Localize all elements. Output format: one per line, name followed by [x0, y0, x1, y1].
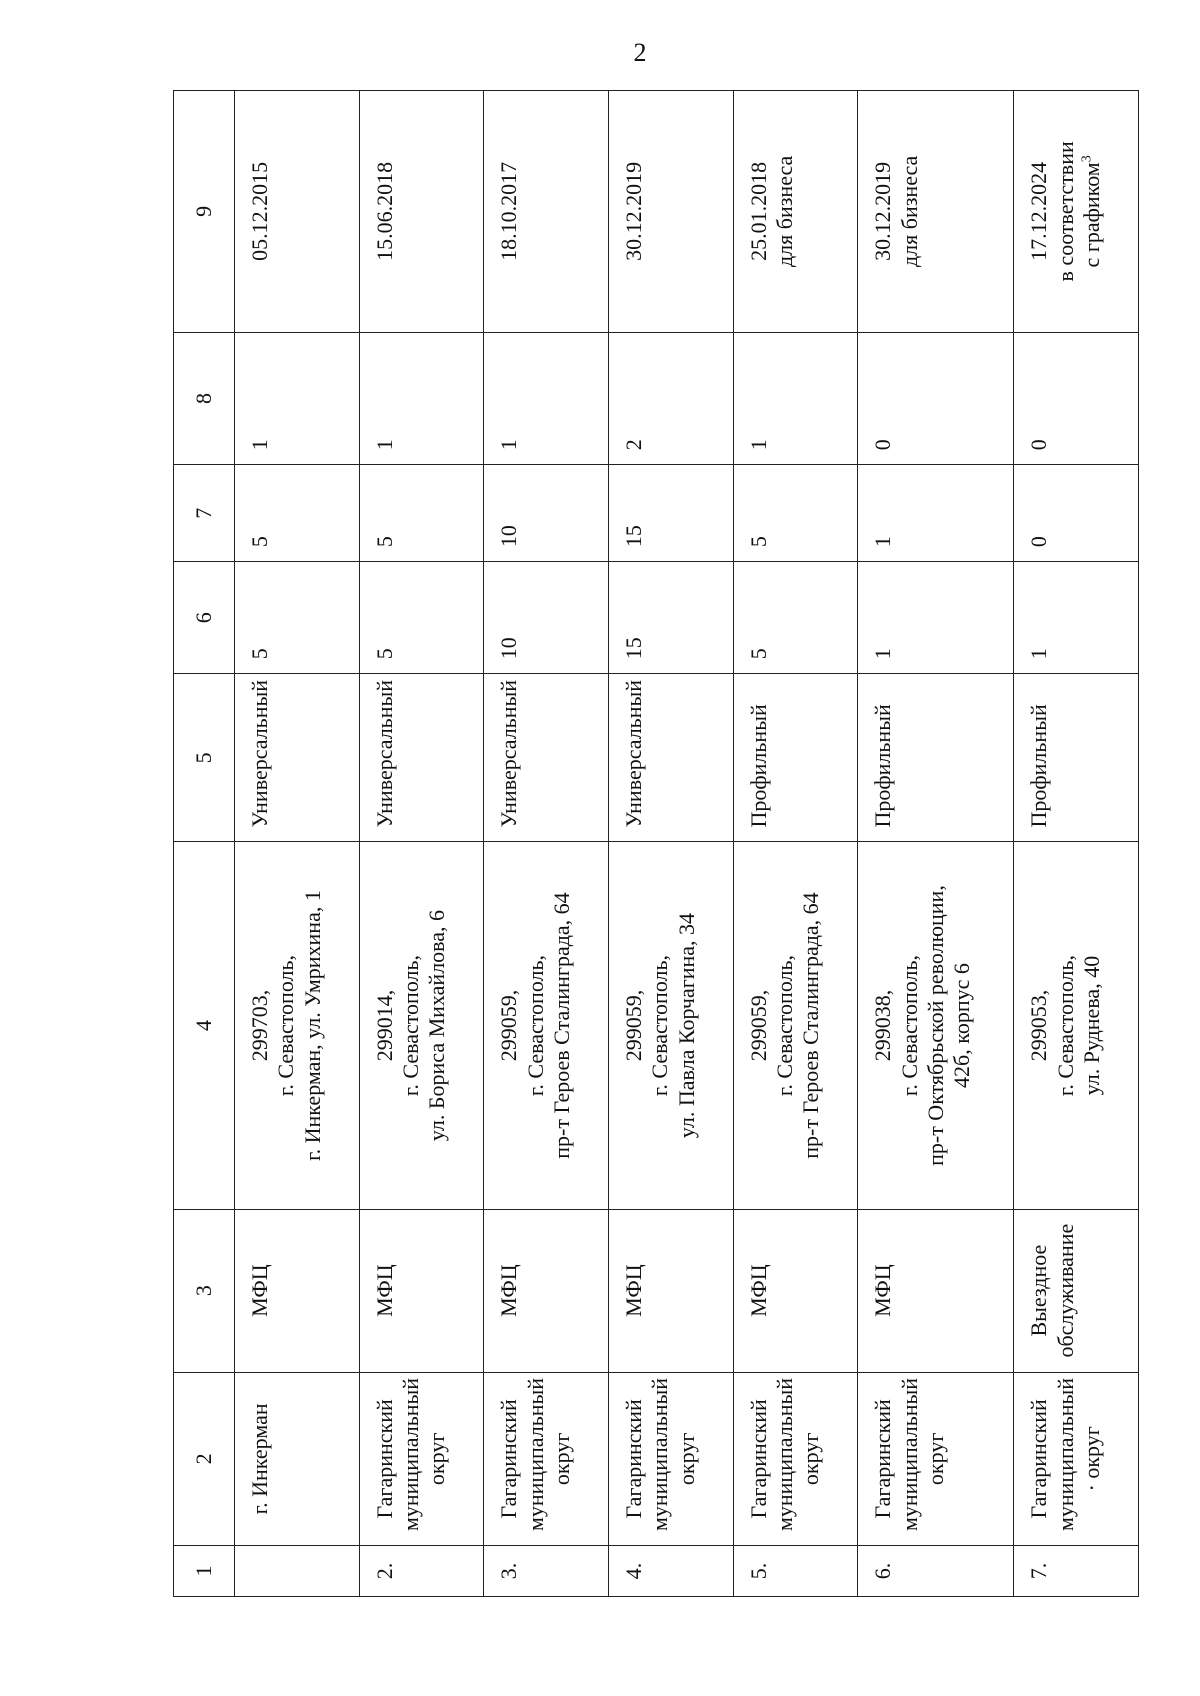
- format-text: Универсальный: [247, 679, 272, 828]
- district-cell: [1014, 1372, 1139, 1545]
- column-8-cell: [733, 332, 858, 465]
- service-type-cell: [608, 1209, 733, 1372]
- format-cell: [1014, 674, 1139, 842]
- district-cell: [484, 1372, 609, 1545]
- address-cell: [608, 842, 733, 1209]
- row-number-cell: [858, 1546, 1014, 1597]
- date-cell: [1014, 91, 1139, 333]
- row-number-cell: [1014, 1546, 1139, 1597]
- column-8-cell: [608, 332, 733, 465]
- column-6-cell: [733, 562, 858, 674]
- row-number-text: 5.: [745, 1562, 771, 1580]
- footnote-marker: 3: [1079, 155, 1095, 163]
- column-6-text: 1: [870, 648, 896, 660]
- row-number-text: 4.: [620, 1562, 646, 1580]
- district-cell: [733, 1372, 858, 1545]
- table-container: [173, 90, 1139, 1597]
- column-8-text: 1: [247, 439, 272, 451]
- row-number-text: 2.: [371, 1562, 397, 1580]
- date-text: 30.12.2019: [620, 161, 646, 261]
- column-6-cell: [858, 562, 1014, 674]
- service-type-cell: [359, 1209, 484, 1372]
- district-text: Гагаринский муниципальный округ: [745, 1377, 824, 1532]
- date-cell: [733, 91, 858, 333]
- column-7-text: 5: [247, 536, 272, 548]
- header-cell: 2: [174, 1372, 235, 1545]
- format-cell: [608, 674, 733, 842]
- date-text: 25.01.2018 для бизнеса: [745, 155, 797, 268]
- address-text: 299053, г. Севастополь, ул. Руднева, 40: [1026, 954, 1105, 1097]
- rotated-table-frame: [173, 90, 1139, 1597]
- format-cell: [235, 674, 360, 842]
- table-row: [1014, 91, 1139, 1597]
- column-8-text: 1: [371, 439, 397, 451]
- column-7-text: 10: [496, 525, 522, 548]
- column-7-cell: [1014, 465, 1139, 562]
- row-number-cell: [733, 1546, 858, 1597]
- date-text: 05.12.2015: [247, 161, 272, 261]
- column-7-text: 15: [620, 525, 646, 548]
- column-7-cell: [359, 465, 484, 562]
- header-cell: 5: [174, 674, 235, 842]
- column-7-text: 5: [371, 536, 397, 548]
- column-7-cell: [484, 465, 609, 562]
- column-7-cell: [858, 465, 1014, 562]
- column-6-cell: [1014, 562, 1139, 674]
- column-6-text: 5: [371, 648, 397, 660]
- date-text: 17.12.2024 в соответствии с графиком: [1026, 141, 1105, 282]
- row-number-cell: [484, 1546, 609, 1597]
- column-7-text: 5: [745, 536, 771, 548]
- column-7-cell: [235, 465, 360, 562]
- column-8-cell: [858, 332, 1014, 465]
- format-text: Универсальный: [620, 679, 646, 828]
- service-type-text: МФЦ: [620, 1264, 646, 1317]
- date-cell: [359, 91, 484, 333]
- data-table: [173, 90, 1139, 1597]
- column-8-cell: [1014, 332, 1139, 465]
- service-type-text: МФЦ: [496, 1264, 522, 1317]
- column-6-cell: [235, 562, 360, 674]
- column-6-text: 1: [1026, 648, 1052, 660]
- service-type-text: Выездное обслуживание: [1026, 1223, 1078, 1358]
- date-cell: [858, 91, 1014, 333]
- address-text: 299059, г. Севастополь, пр-т Героев Сталинграда, 64: [496, 892, 575, 1159]
- format-text: Профильный: [745, 704, 771, 828]
- column-7-text: 1: [870, 536, 896, 548]
- service-type-cell: [484, 1209, 609, 1372]
- header-cell: 3: [174, 1209, 235, 1372]
- date-text: 30.12.2019 для бизнеса: [870, 155, 922, 268]
- column-6-text: 5: [745, 648, 771, 660]
- format-cell: [858, 674, 1014, 842]
- table-header-row: [174, 91, 235, 1597]
- format-text: Профильный: [870, 704, 896, 828]
- column-8-text: 0: [870, 439, 896, 451]
- district-cell: [858, 1372, 1014, 1545]
- column-8-cell: [484, 332, 609, 465]
- row-number-text: 3.: [496, 1562, 522, 1580]
- column-7-cell: [608, 465, 733, 562]
- date-cell: [608, 91, 733, 333]
- column-8-text: 1: [745, 439, 771, 451]
- table-row: [733, 91, 858, 1597]
- row-number-cell: [235, 1546, 360, 1597]
- table-row: [858, 91, 1014, 1597]
- address-cell: [733, 842, 858, 1209]
- address-cell: [858, 842, 1014, 1209]
- district-text: Гагаринский муниципальный округ: [870, 1377, 948, 1532]
- row-number-text: 7.: [1026, 1562, 1052, 1580]
- address-text: 299059, г. Севастополь, пр-т Героев Сталинграда, 64: [745, 892, 824, 1159]
- header-cell: 1: [174, 1546, 235, 1597]
- service-type-text: МФЦ: [870, 1264, 896, 1317]
- format-cell: [484, 674, 609, 842]
- district-cell: [235, 1372, 360, 1545]
- column-6-text: 10: [496, 637, 522, 660]
- address-cell: [235, 842, 360, 1209]
- column-8-cell: [359, 332, 484, 465]
- format-cell: [733, 674, 858, 842]
- district-text: Гагаринский муниципальный · округ: [1026, 1377, 1105, 1532]
- format-cell: [359, 674, 484, 842]
- district-text: Гагаринский муниципальный округ: [496, 1377, 575, 1532]
- header-cell: 8: [174, 332, 235, 465]
- column-6-cell: [359, 562, 484, 674]
- address-cell: [1014, 842, 1139, 1209]
- table-row: [359, 91, 484, 1597]
- page-number: 2: [633, 38, 647, 67]
- service-type-text: МФЦ: [371, 1264, 397, 1317]
- table-row: [235, 91, 360, 1597]
- header-cell: 6: [174, 562, 235, 674]
- date-text: 15.06.2018: [371, 161, 397, 261]
- column-7-cell: [733, 465, 858, 562]
- column-8-text: 2: [620, 439, 646, 451]
- header-cell: 9: [174, 91, 235, 333]
- column-6-text: 5: [247, 648, 272, 660]
- column-6-cell: [608, 562, 733, 674]
- table-row: [608, 91, 733, 1597]
- service-type-text: МФЦ: [247, 1264, 272, 1317]
- address-cell: [484, 842, 609, 1209]
- service-type-text: МФЦ: [745, 1264, 771, 1317]
- column-6-cell: [484, 562, 609, 674]
- district-text: г. Инкерман: [247, 1403, 272, 1515]
- column-7-text: 0: [1026, 536, 1052, 548]
- date-cell: [484, 91, 609, 333]
- header-cell: 4: [174, 842, 235, 1209]
- address-text: 299014, г. Севастополь, ул. Бориса Михайлова, 6: [371, 909, 450, 1142]
- address-text: 299059, г. Севастополь, ул. Павла Корчагина, 34: [620, 912, 699, 1139]
- column-8-cell: [235, 332, 360, 465]
- service-type-cell: [1014, 1209, 1139, 1372]
- service-type-cell: [733, 1209, 858, 1372]
- row-number-cell: [359, 1546, 484, 1597]
- address-text: 299703, г. Севастополь, г. Инкерман, ул. Умрихина, 1: [247, 890, 325, 1161]
- service-type-cell: [235, 1209, 360, 1372]
- header-cell: 7: [174, 465, 235, 562]
- district-text: Гагаринский муниципальный округ: [620, 1377, 699, 1532]
- column-6-text: 15: [620, 637, 646, 660]
- row-number-text: 6.: [870, 1562, 896, 1580]
- address-text: 299038, г. Севастополь, пр-т Октябрьской революции, 42б, корпус 6: [870, 885, 975, 1166]
- row-number-cell: [608, 1546, 733, 1597]
- district-text: Гагаринский муниципальный округ: [371, 1377, 450, 1532]
- district-cell: [359, 1372, 484, 1545]
- district-cell: [608, 1372, 733, 1545]
- format-text: Универсальный: [496, 679, 522, 828]
- format-text: Профильный: [1026, 704, 1052, 828]
- format-text: Универсальный: [371, 679, 397, 828]
- service-type-cell: [858, 1209, 1014, 1372]
- column-8-text: 0: [1026, 439, 1052, 451]
- date-cell: [235, 91, 360, 333]
- date-text: 18.10.2017: [496, 161, 522, 261]
- address-cell: [359, 842, 484, 1209]
- table-row: [484, 91, 609, 1597]
- column-8-text: 1: [496, 439, 522, 451]
